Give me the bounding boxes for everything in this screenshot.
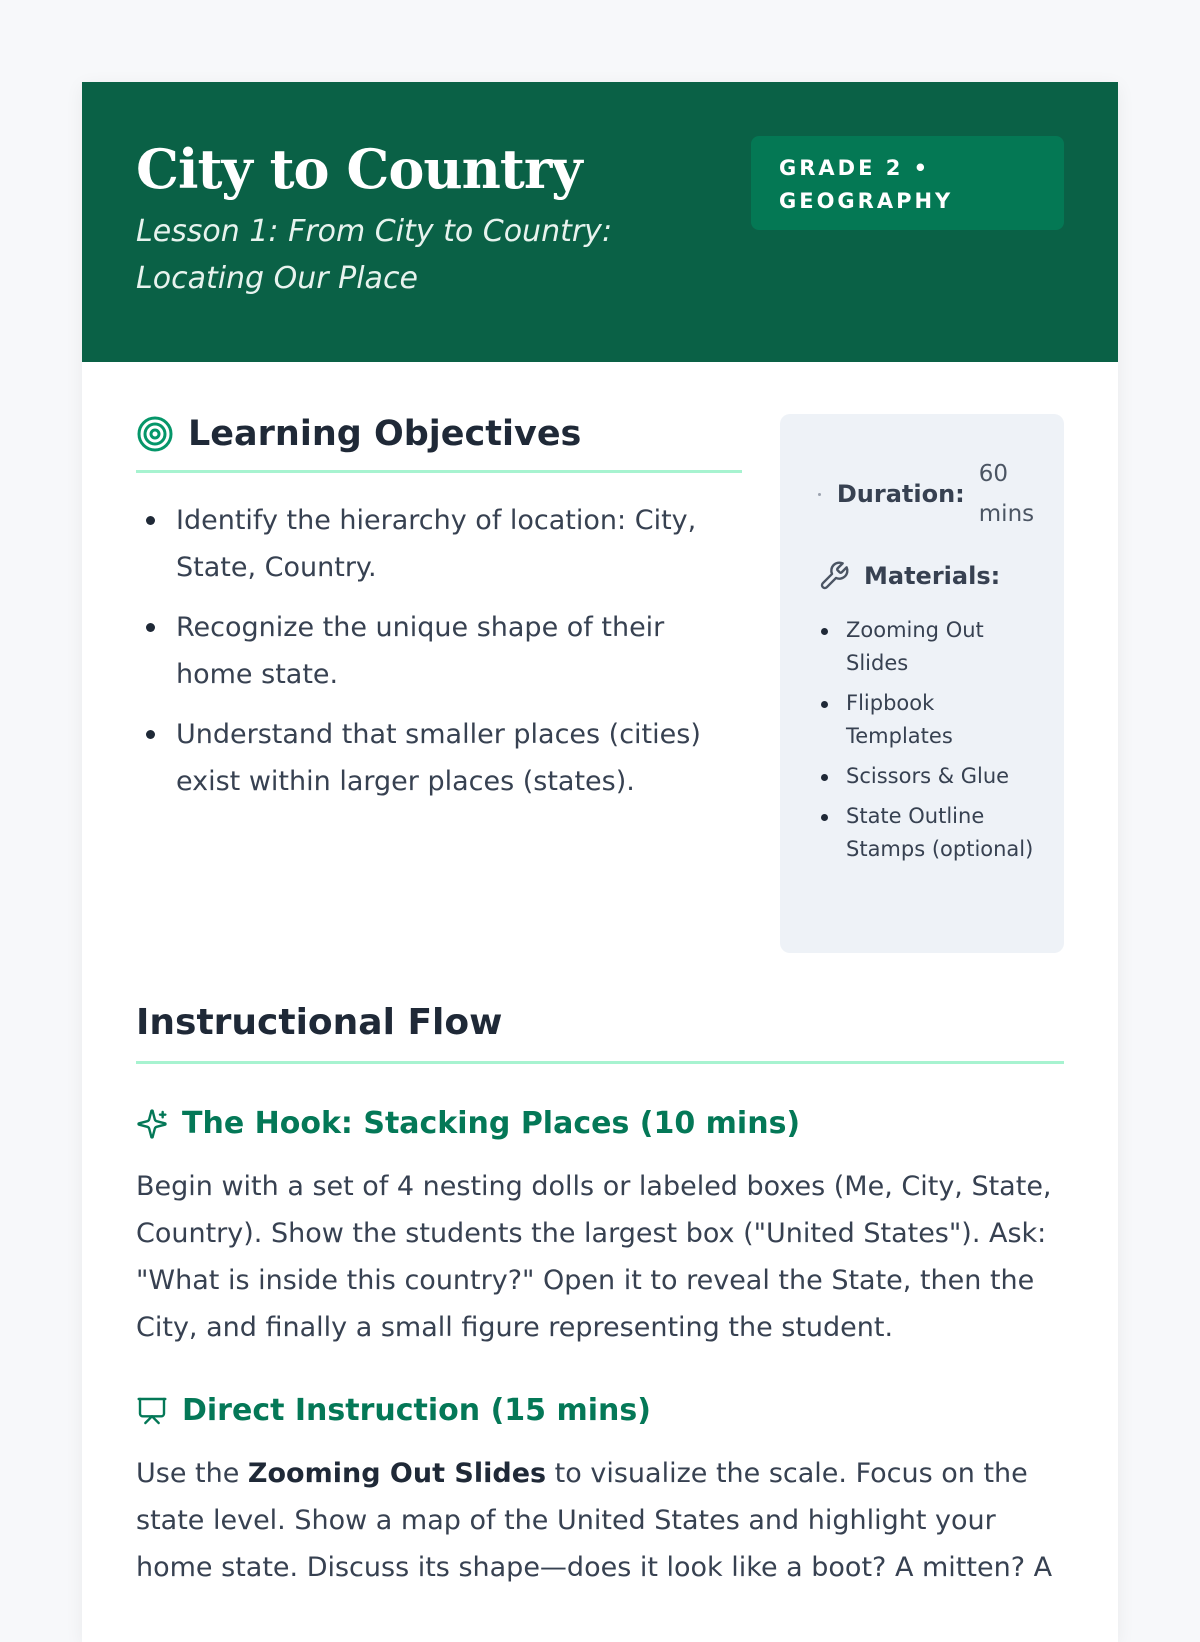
duration-label: Duration: — [836, 480, 965, 508]
page-title: City to Country — [136, 137, 582, 201]
duration-value: 60 mins — [978, 461, 1035, 527]
wrench-icon — [818, 560, 850, 592]
direct-instruction-title: Direct Instruction (15 mins) — [182, 1393, 651, 1428]
direct-text-post: to visualize the scale. Focus on the state level. Show a map of the United States and highlight your home state. Discuss its shape—does it look like a boot? A mitten? A — [136, 1458, 1053, 1583]
grade-badge: GRADE 2 • GEOGRAPHY — [751, 136, 1064, 230]
list-item: Zooming Out Slides — [818, 614, 1036, 680]
hook-title: The Hook: Stacking Places (10 mins) — [182, 1106, 801, 1141]
materials-label: Materials: — [864, 562, 1001, 590]
flow-heading — [136, 1002, 1064, 1064]
materials-heading — [818, 560, 1036, 592]
hook-text: Begin with a set of 4 nesting dolls or labeled boxes (Me, City, State, Country). Show the students the largest box ("United States"). Ask: "What is inside this country?" Open it to reveal the State, then the City, and finally a small figure representing the student. — [136, 1171, 1052, 1343]
list-item: Understand that smaller places (cities) exist within larger places (states). — [136, 711, 742, 805]
learning-objectives — [136, 414, 742, 818]
objectives-heading — [136, 414, 742, 473]
lesson-info-sidebar — [780, 414, 1064, 953]
direct-instruction-text — [136, 1450, 1064, 1591]
target-icon — [136, 415, 174, 453]
list-item: State Outline Stamps (optional) — [818, 800, 1036, 866]
hook-heading — [136, 1106, 1064, 1141]
lesson-card — [82, 82, 1118, 1642]
lesson-header — [82, 82, 1118, 362]
flow-heading-label: Instructional Flow — [136, 1002, 503, 1043]
clock-icon — [818, 493, 821, 496]
objectives-list — [136, 497, 742, 805]
sparkles-icon — [136, 1108, 168, 1140]
direct-text-bold: Zooming Out Slides — [247, 1458, 547, 1489]
lesson-subtitle: Lesson 1: From City to Country: Locating Our Place — [136, 214, 613, 296]
presentation-icon — [136, 1395, 168, 1427]
objectives-heading-label: Learning Objectives — [188, 414, 582, 454]
direct-instruction-heading — [136, 1393, 1064, 1428]
materials-list — [818, 614, 1036, 866]
list-item: Scissors & Glue — [818, 760, 1036, 793]
direct-text-pre: Use the — [136, 1458, 248, 1489]
list-item: Identify the hierarchy of location: City, State, Country. — [136, 497, 742, 591]
duration-row — [818, 454, 1036, 534]
instructional-flow — [136, 1002, 1064, 1591]
list-item: Flipbook Templates — [818, 687, 1036, 753]
list-item: Recognize the unique shape of their home state. — [136, 604, 742, 698]
